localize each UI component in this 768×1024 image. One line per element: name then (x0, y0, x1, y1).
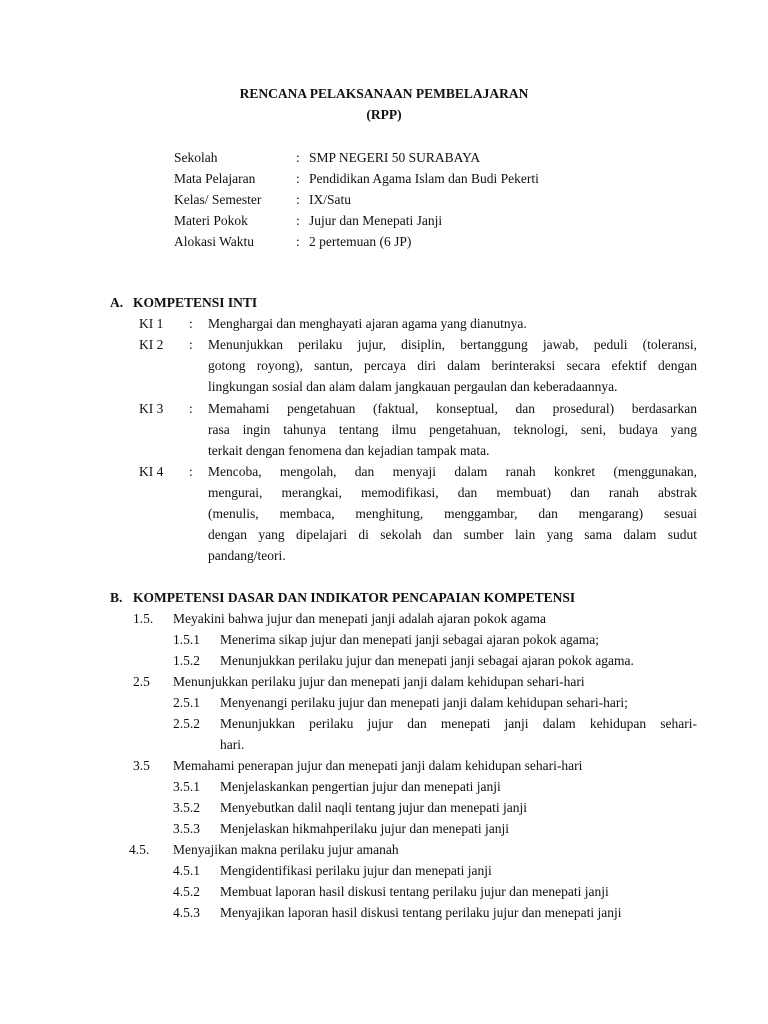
indicator-text: Menunjukkan perilaku jujur dan menepati janji sebagai ajaran pokok agama. (220, 653, 634, 668)
indicator-text: Menyajikan laporan hasil diskusi tentang perilaku jujur dan menepati janji (220, 905, 622, 920)
identity-label: Kelas/ Semester (174, 192, 262, 207)
identity-value: Jujur dan Menepati Janji (309, 213, 443, 228)
identity-colon: : (296, 171, 300, 186)
identity-label: Materi Pokok (174, 213, 248, 228)
ki-text: Mencoba, mengolah, dan menyaji dalam ranah konkret (menggunakan, (208, 464, 697, 479)
section-a-letter: A. (110, 295, 124, 310)
ki-text: gotong royong), santun, percaya diri dalam berinteraksi secara efektif dengan (208, 358, 697, 373)
identity-colon: : (296, 234, 300, 249)
identity-value: IX/Satu (309, 192, 351, 207)
kd-text: Memahami penerapan jujur dan menepati janji dalam kehidupan sehari-hari (173, 758, 583, 773)
indicator-number: 3.5.2 (173, 800, 200, 815)
identity-colon: : (296, 150, 300, 165)
kd-text: Menunjukkan perilaku jujur dan menepati janji dalam kehidupan sehari-hari (173, 674, 585, 689)
ki-text: Menghargai dan menghayati ajaran agama yang dianutnya. (208, 316, 527, 331)
identity-value: SMP NEGERI 50 SURABAYA (309, 150, 481, 165)
section-a-heading: KOMPETENSI INTI (133, 295, 258, 310)
kd-number: 3.5 (133, 758, 150, 773)
kd-number: 1.5. (133, 611, 154, 626)
ki-colon: : (189, 337, 193, 352)
ki-code: KI 2 (139, 337, 164, 352)
indicator-number: 3.5.3 (173, 821, 200, 836)
ki-code: KI 3 (139, 401, 164, 416)
document-title: RENCANA PELAKSANAAN PEMBELAJARAN (239, 86, 529, 101)
indicator-text: Menerima sikap jujur dan menepati janji sebagai ajaran pokok agama; (220, 632, 599, 647)
identity-label: Alokasi Waktu (174, 234, 255, 249)
identity-value: 2 pertemuan (6 JP) (309, 234, 412, 249)
indicator-number: 4.5.2 (173, 884, 200, 899)
indicator-text: Menyenangi perilaku jujur dan menepati janji dalam kehidupan sehari-hari; (220, 695, 628, 710)
indicator-number: 4.5.1 (173, 863, 200, 878)
indicator-number: 4.5.3 (173, 905, 200, 920)
identity-colon: : (296, 213, 300, 228)
kd-number: 2.5 (133, 674, 150, 689)
indicator-number: 1.5.2 (173, 653, 200, 668)
indicator-number: 1.5.1 (173, 632, 200, 647)
indicator-text: hari. (220, 737, 245, 752)
ki-text: dengan yang dipelajari di sekolah dan sumber lain yang sama dalam sudut (208, 527, 697, 542)
ki-code: KI 4 (139, 464, 164, 479)
indicator-number: 2.5.2 (173, 716, 200, 731)
ki-colon: : (189, 316, 193, 331)
indicator-number: 3.5.1 (173, 779, 200, 794)
kd-text: Meyakini bahwa jujur dan menepati janji adalah ajaran pokok agama (173, 611, 546, 626)
ki-text: Menunjukkan perilaku jujur, disiplin, bertanggung jawab, peduli (toleransi, (208, 337, 697, 352)
indicator-number: 2.5.1 (173, 695, 200, 710)
indicator-text: Mengidentifikasi perilaku jujur dan menepati janji (220, 863, 492, 878)
kd-text: Menyajikan makna perilaku jujur amanah (173, 842, 399, 857)
ki-text: lingkungan sosial dan alam dalam jangkauan pergaulan dan keberadaannya. (208, 379, 618, 394)
ki-colon: : (189, 401, 193, 416)
indicator-text: Menjelaskan hikmahperilaku jujur dan menepati janji (220, 821, 510, 836)
section-b-heading: KOMPETENSI DASAR DAN INDIKATOR PENCAPAIAN KOMPETENSI (133, 590, 576, 605)
ki-text: rasa ingin tahunya tentang ilmu pengetahuan, teknologi, seni, budaya yang (208, 422, 697, 437)
identity-colon: : (296, 192, 300, 207)
ki-text: terkait dengan fenomena dan kejadian tampak mata. (208, 443, 490, 458)
identity-value: Pendidikan Agama Islam dan Budi Pekerti (309, 171, 539, 186)
kd-number: 4.5. (129, 842, 150, 857)
ki-code: KI 1 (139, 316, 164, 331)
identity-label: Mata Pelajaran (174, 171, 256, 186)
ki-text: (menulis, membaca, menghitung, menggambar, dan mengarang) sesuai (208, 506, 697, 521)
ki-colon: : (189, 464, 193, 479)
identity-label: Sekolah (174, 150, 218, 165)
section-b-letter: B. (110, 590, 123, 605)
indicator-text: Menunjukkan perilaku jujur dan menepati janji dalam kehidupan sehari- (220, 716, 697, 731)
indicator-text: Membuat laporan hasil diskusi tentang perilaku jujur dan menepati janji (220, 884, 609, 899)
indicator-text: Menyebutkan dalil naqli tentang jujur dan menepati janji (220, 800, 528, 815)
ki-text: pandang/teori. (208, 548, 286, 563)
document-subtitle: (RPP) (366, 107, 402, 122)
ki-text: Memahami pengetahuan (faktual, konseptual, dan prosedural) berdasarkan (208, 401, 697, 416)
ki-text: mengurai, merangkai, memodifikasi, dan membuat) dan ranah abstrak (208, 485, 697, 500)
indicator-text: Menjelaskankan pengertian jujur dan menepati janji (220, 779, 501, 794)
